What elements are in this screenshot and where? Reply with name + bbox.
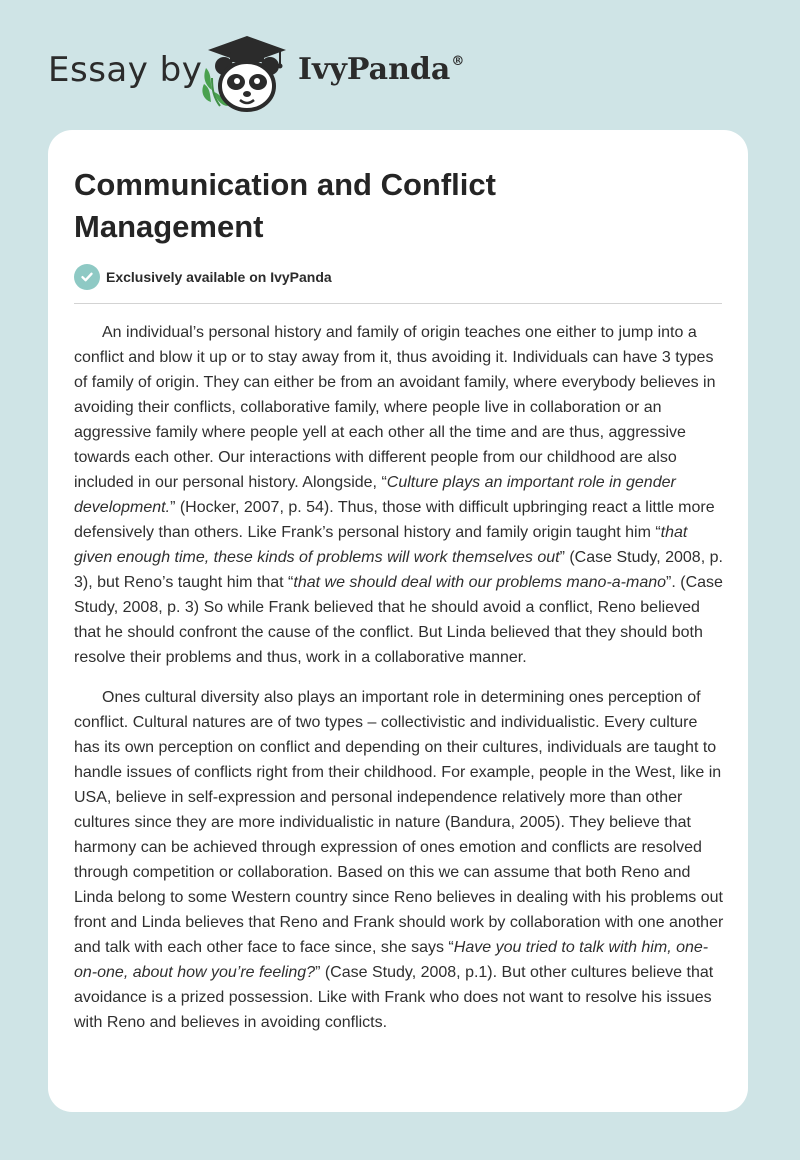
check-circle-icon — [74, 264, 100, 290]
quoted-text: Culture plays an important role in gender development. — [74, 474, 676, 516]
quoted-text: Have you tried to talk with him, one-on-one, about how you’re feeling? — [74, 939, 709, 981]
paragraph-text: Ones cultural diversity also plays an important role in determining ones perception of conflict. Cultural natures are of two types – collectivistic and individualistic. Every culture has its own perception on conflict and depending on their cultures, individuals are taught to handle issues of conflicts right from their childhood. For example, people in the West, like in USA, believe in self-expression and personal independence relatively more than other cultures since they are more individualistic in nature (Bandura, 2005). They believe that harmony can be achieved through expression of ones emotion and conflicts are resolved through competition or collaboration. Based on this we can assume that both Reno and Linda belong to some Western country since Reno believes in dealing with his problems out front and Linda believes that Reno and Frank should work by collaboration with one another and talk with each other face to face since, she says “ — [74, 689, 724, 956]
exclusive-badge-label: Exclusively available on IvyPanda — [106, 269, 332, 285]
essay-body — [74, 320, 724, 1050]
page-title: Communication and Conflict Management — [74, 167, 496, 244]
brand-text: IvyPanda — [298, 52, 451, 87]
paragraph-text: ” (Case Study, 2008, p.1). But other cultures believe that avoidance is a prized possession. Like with Frank who does not want to resolve his issues with Reno and believes in avoiding conflicts. — [74, 964, 714, 1031]
paragraph-text: An individual’s personal history and family of origin teaches one either to jump into a conflict and blow it up or to stay away from it, thus avoiding it. Individuals can have 3 types of family of origin. They can either be from an avoidant family, where everybody believes in avoiding their conflicts, collaborative family, where people live in collaboration or an aggressive family where people yell at each other all the time and are thus, aggressive towards each other. Our interactions with different people from our childhood are also included in our personal history. Alongside, “ — [74, 324, 716, 491]
exclusive-badge — [74, 264, 332, 290]
essay-by-label: Essay by — [48, 50, 203, 90]
essay-paragraph — [74, 685, 724, 1035]
paragraph-text: ” (Case Study, 2008, p. 3), but Reno’s taught him that “ — [74, 549, 723, 591]
brand-name[interactable] — [298, 52, 464, 87]
paragraph-text: ” (Hocker, 2007, p. 54). Thus, those with difficult upbringing react a little more defensively than others. Like Frank’s personal history and family origin taught him “ — [74, 499, 715, 541]
quoted-text: that given enough time, these kinds of problems will work themselves out — [74, 524, 688, 566]
essay-paragraph — [74, 320, 724, 670]
essay-card — [48, 130, 748, 1112]
quoted-text: that we should deal with our problems mano-a-mano — [293, 574, 667, 591]
panda-logo-icon[interactable] — [200, 34, 294, 114]
divider — [74, 303, 722, 304]
paragraph-text: ”. (Case Study, 2008, p. 3) So while Frank believed that he should avoid a conflict, Reno believed that he should confront the cause of the conflict. But Linda believed that they should both resolve their problems and thus, work in a collaborative manner. — [74, 574, 723, 666]
site-header — [0, 0, 800, 130]
registered-mark: ® — [451, 54, 465, 69]
